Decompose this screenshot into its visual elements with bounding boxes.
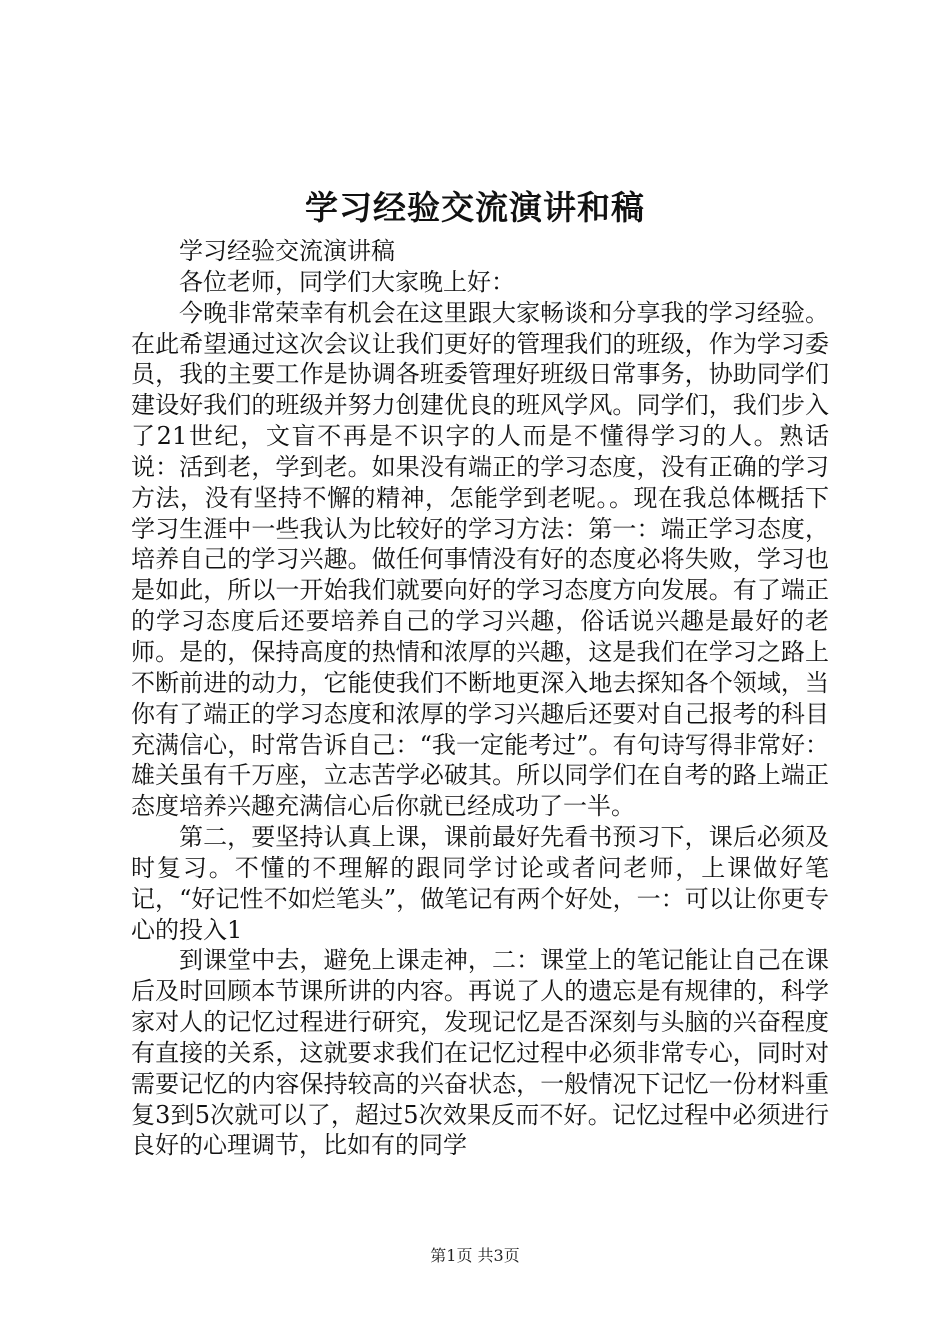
paragraph: 到课堂中去，避免上课走神，二：课堂上的笔记能让自己在课后及时回顾本节课所讲的内容。再说了人的遗忘是有规律的，科学家对人的记忆过程进行研究，发现记忆是否深刻与头脑的兴奋程度有直接的关系，这就要求我们在记忆过程中必须非常专心，同时对需要记忆的内容保持较高的兴奋状态，一般情况下记忆一份材料重复3到5次就可以了，超过5次效果反而不好。记忆过程中必须进行良好的心理调节，比如有的同学: [131, 946, 829, 1160]
paragraph: 今晚非常荣幸有机会在这里跟大家畅谈和分享我的学习经验。在此希望通过这次会议让我们更好的管理我们的班级，作为学习委员，我的主要工作是协调各班委管理好班级日常事务，协助同学们建设好我们的班级并努力创建优良的班风学风。同学们，我们步入了21世纪，文盲不再是不识字的人而是不懂得学习的人。熟话说：活到老，学到老。如果没有端正的学习态度，没有正确的学习方法，没有坚持不懈的精神，怎能学到老呢。。现在我总体概括下学习生涯中一些我认为比较好的学习方法：第一：端正学习态度，培养自己的学习兴趣。做任何事情没有好的态度必将失败，学习也是如此，所以一开始我们就要向好的学习态度方向发展。有了端正的学习态度后还要培养自己的学习兴趣，俗话说兴趣是最好的老师。是的，保持高度的热情和浓厚的兴趣，这是我们在学习之路上不断前进的动力，它能使我们不断地更深入地去探知各个领域，当你有了端正的学习态度和浓厚的学习兴趣后还要对自己报考的科目充满信心，时常告诉自己：“我一定能考过”。有句诗写得非常好：雄关虽有千万座，立志苦学必破其。所以同学们在自考的路上端正态度培养兴趣充满信心后你就已经成功了一半。: [131, 298, 829, 821]
paragraph-greeting: 各位老师，同学们大家晚上好：: [179, 267, 515, 296]
document-title: 学习经验交流演讲和稿: [305, 188, 645, 227]
document-body: [131, 236, 829, 1161]
paragraph-subtitle: 学习经验交流演讲稿: [179, 237, 395, 265]
paragraph: 第二，要坚持认真上课，课前最好先看书预习下，课后必须及时复习。不懂的不理解的跟同学讨论或者问老师，上课做好笔记，“好记性不如烂笔头”，做笔记有两个好处，一：可以让你更专心的投入1: [131, 823, 829, 944]
page-footer: 第1页 共3页: [430, 1246, 520, 1265]
